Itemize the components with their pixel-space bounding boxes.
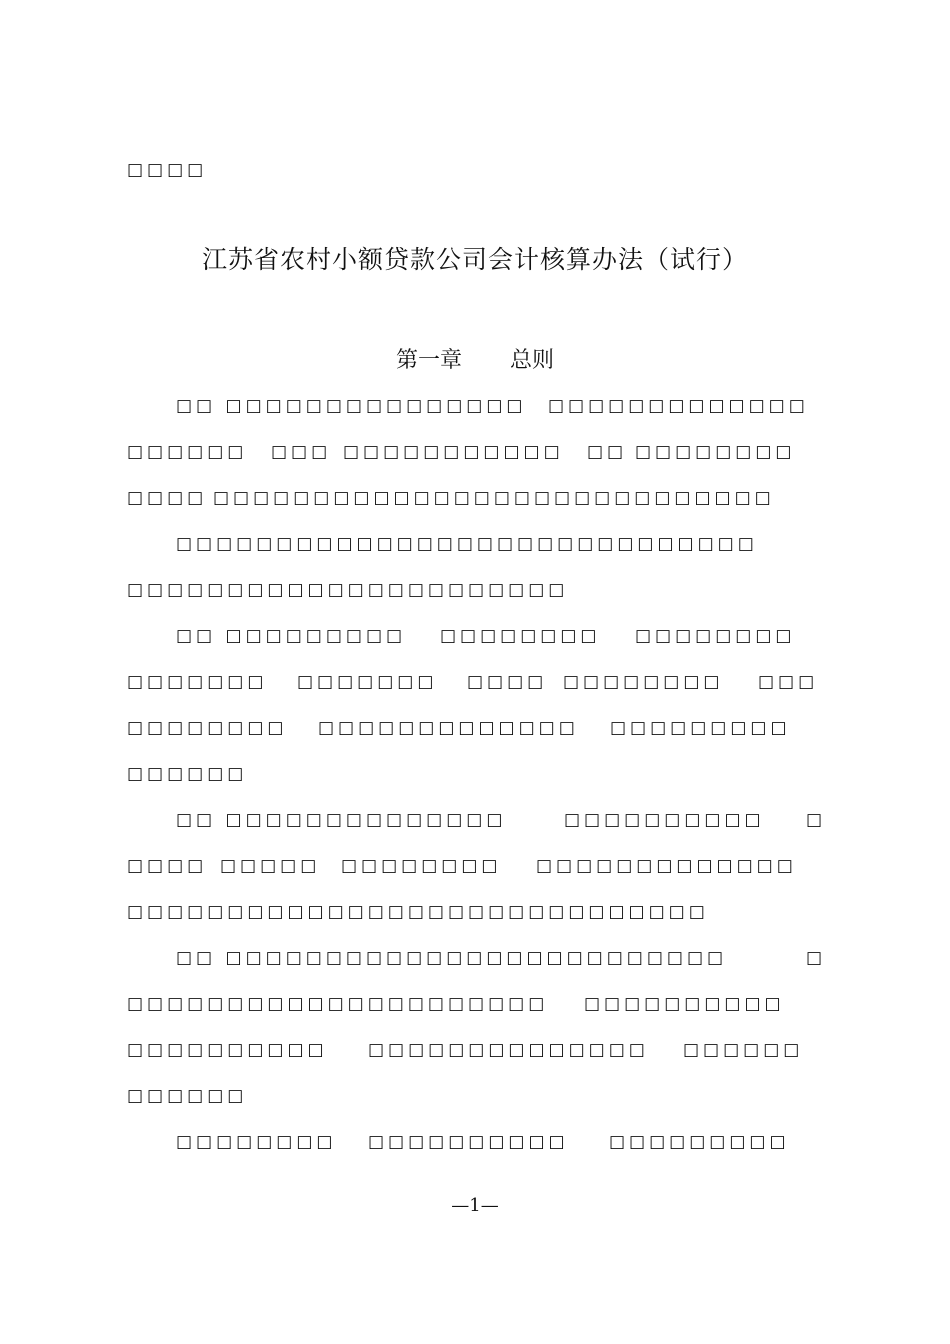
- text-segment: □□ □□□□□□□□□□□□□□□: [176, 396, 527, 416]
- text-segment: □□□□□□□□□□: [584, 994, 785, 1014]
- text-segment: □□□□□□□□□□: [564, 810, 765, 830]
- text-segment: □: [806, 810, 827, 830]
- text-segment: □□□□□□□□: [563, 672, 724, 692]
- body-line: [0, 396, 950, 426]
- text-segment: □□□□□□□□: [127, 718, 288, 738]
- body-line: [0, 810, 950, 840]
- page-number: —1—: [451, 1195, 499, 1216]
- chapter-number: 第一章: [395, 348, 462, 373]
- text-segment: □□: [587, 442, 628, 462]
- text-segment: □□□□□□□□□□□□□: [548, 396, 809, 416]
- body-line: [0, 902, 950, 932]
- text-segment: □□□□□□□□□□□□□□□□□□□□□□□□□□□□: [213, 488, 775, 508]
- text-segment: □□□: [271, 442, 332, 462]
- text-segment: □□□□□□□: [297, 672, 438, 692]
- chapter-name: 总则: [510, 348, 555, 373]
- text-segment: □□□□: [127, 856, 208, 876]
- body-line: [0, 994, 950, 1024]
- text-segment: □□□□□□□: [127, 672, 268, 692]
- text-segment: □□□□□□□□□□: [127, 1040, 328, 1060]
- body-line: [0, 1132, 950, 1162]
- body-line: [0, 580, 950, 610]
- body-line: [0, 672, 950, 702]
- text-segment: □□□□□: [220, 856, 321, 876]
- text-segment: □□□□□□□□□□□□□: [318, 718, 579, 738]
- attachment-label: □□□□: [127, 160, 208, 180]
- body-line: [0, 718, 950, 748]
- text-segment: □□□□□□: [127, 1086, 248, 1106]
- text-segment: □□□□□□□□: [440, 626, 601, 646]
- text-segment: □□□□□□□□□□□□□□□□□□□□□: [127, 994, 549, 1014]
- text-segment: □□□□□□□□□□□□□□□□□□□□□□: [127, 580, 569, 600]
- text-segment: □□□□□□: [127, 764, 248, 784]
- text-segment: □□□□□□□□□: [610, 718, 791, 738]
- body-line: [0, 488, 950, 518]
- chapter-heading: [0, 343, 950, 374]
- text-segment: □□□□□□□□□: [609, 1132, 790, 1152]
- text-segment: □□□□: [127, 488, 208, 508]
- text-segment: □□□□□□□□: [635, 442, 796, 462]
- body-line: [0, 764, 950, 794]
- body-line: [0, 948, 950, 978]
- text-segment: □□□□□□□□□□: [368, 1132, 569, 1152]
- text-segment: □□□□□□: [127, 442, 248, 462]
- text-segment: □□□□□□: [683, 1040, 804, 1060]
- body-line: [0, 626, 950, 656]
- text-segment: □□□□□□□□: [176, 1132, 337, 1152]
- text-segment: □□□□: [467, 672, 548, 692]
- body-line: [0, 534, 950, 564]
- text-segment: □□□: [758, 672, 819, 692]
- body-line: [0, 442, 950, 472]
- text-segment: □□□□□□□□□□□□□□□□□□□□□□□□□□□□□: [176, 534, 758, 554]
- text-segment: □□□□□□□□□□□□□□□□□□□□□□□□□□□□□: [127, 902, 709, 922]
- text-segment: □□□□□□□□□□□□□: [536, 856, 797, 876]
- text-segment: □□□□□□□□: [341, 856, 502, 876]
- text-segment: □□□□□□□□□□□□□□: [368, 1040, 649, 1060]
- text-segment: □: [806, 948, 827, 968]
- body-line: [0, 1040, 950, 1070]
- body-line: [0, 856, 950, 886]
- body-line: [0, 1086, 950, 1116]
- text-segment: □□ □□□□□□□□□□□□□□□□□□□□□□□□□: [176, 948, 728, 968]
- text-segment: □□ □□□□□□□□□□□□□□: [176, 810, 507, 830]
- text-segment: □□□□□□□□□□□: [343, 442, 564, 462]
- text-segment: □□ □□□□□□□□□: [176, 626, 407, 646]
- document-title: 江苏省农村小额贷款公司会计核算办法（试行）: [201, 245, 748, 274]
- text-segment: □□□□□□□□: [635, 626, 796, 646]
